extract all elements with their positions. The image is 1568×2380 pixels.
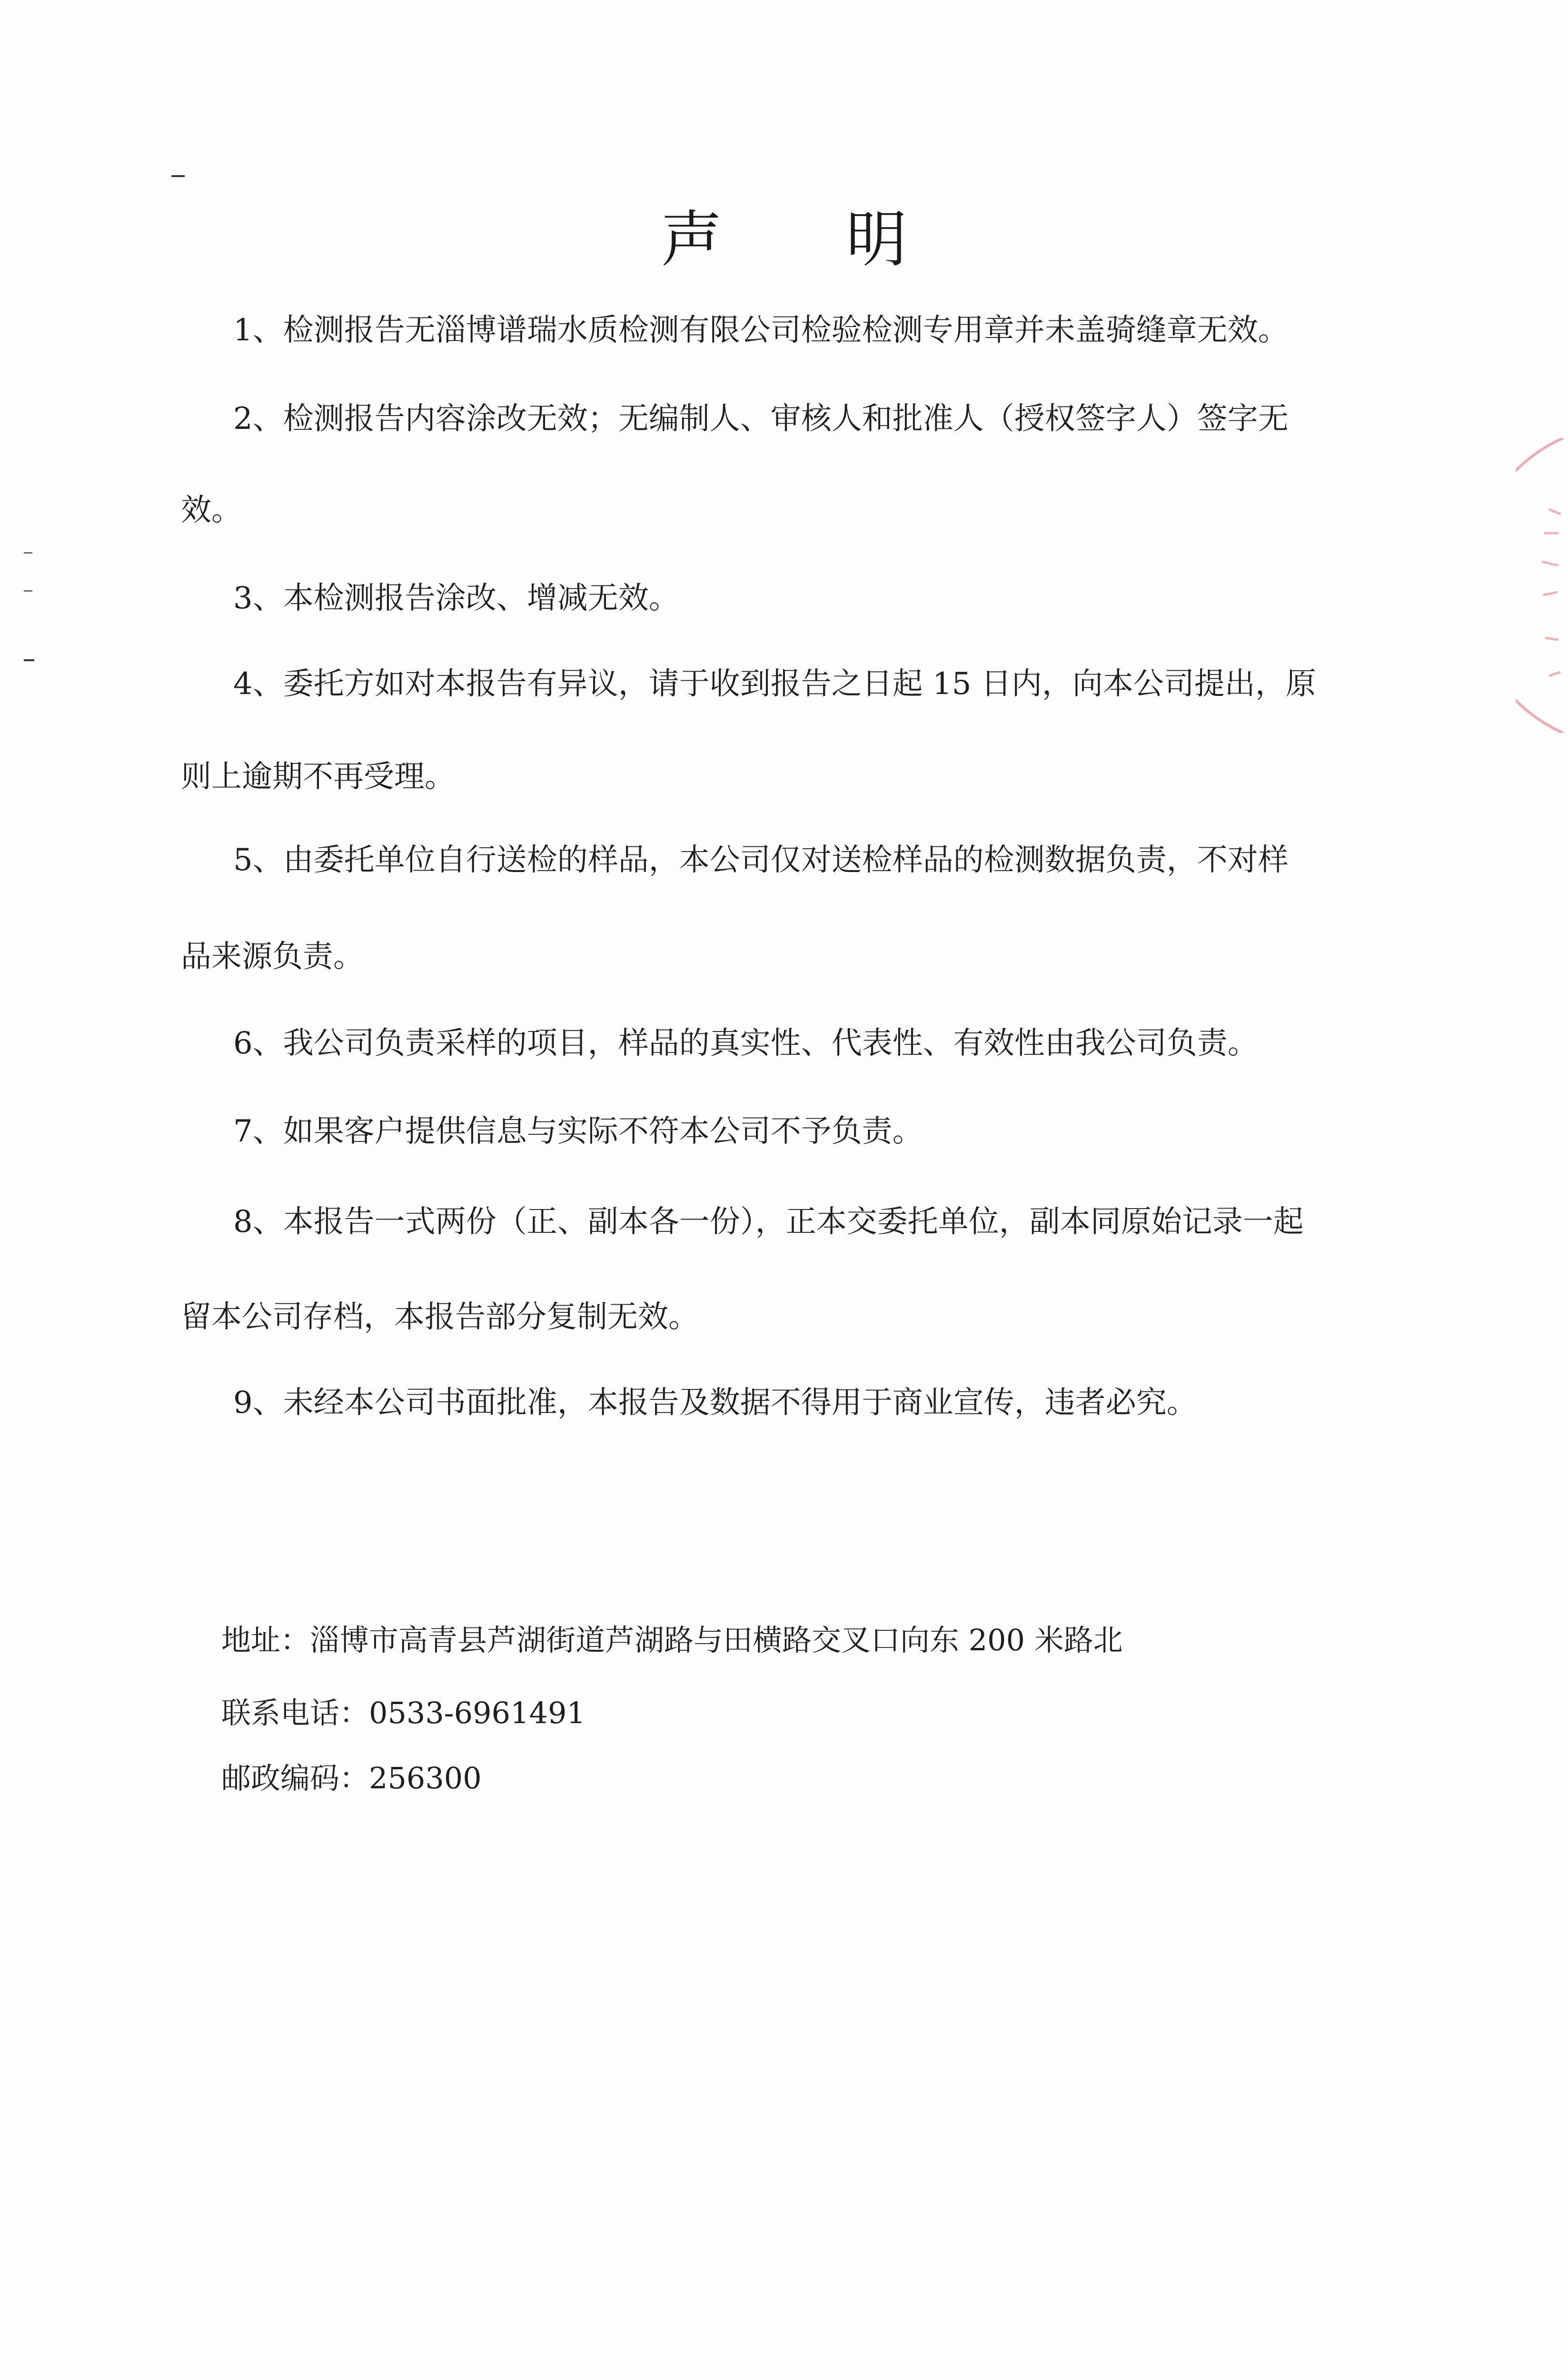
contact-phone: 联系电话：0533-6961491 <box>221 1696 586 1730</box>
statement-line: 4、委托方如对本报告有异议，请于收到报告之日起 15 日内，向本公司提出，原 <box>233 666 1316 702</box>
statement-item-1 <box>181 315 1438 346</box>
statement-item-4 <box>181 666 1438 702</box>
contact-address: 地址：淄博市高青县芦湖街道芦湖路与田横路交叉口向东 200 米路北 <box>221 1623 1123 1657</box>
scan-mark-left-2 <box>24 590 32 592</box>
statement-item-3 <box>181 583 1438 614</box>
statement-item-4-continuation: 则上逾期不再受理。 <box>181 759 455 794</box>
statement-item-8-continuation: 留本公司存档，本报告部分复制无效。 <box>181 1299 699 1335</box>
statement-line: 7、如果客户提供信息与实际不符本公司不予负责。 <box>233 1114 923 1149</box>
statement-item-8 <box>181 1204 1438 1240</box>
statement-line: 9、未经本公司书面批准，本报告及数据不得用于商业宣传，违者必究。 <box>233 1385 1197 1420</box>
scan-mark-left-3 <box>24 659 34 661</box>
statement-item-7 <box>181 1116 1438 1147</box>
statement-line: 6、我公司负责采样的项目，样品的真实性、代表性、有效性由我公司负责。 <box>233 1026 1258 1061</box>
contact-postcode: 邮政编码：256300 <box>221 1761 482 1795</box>
seal-stamp-edge <box>1516 438 1568 733</box>
statement-line: 2、检测报告内容涂改无效；无编制人、审核人和批准人（授权签字人）签字无 <box>233 401 1289 436</box>
document-title: 声 明 <box>661 204 960 275</box>
statement-line: 5、由委托单位自行送检的样品，本公司仅对送检样品的检测数据负责，不对样 <box>233 843 1289 878</box>
statement-line: 3、本检测报告涂改、增减无效。 <box>233 581 679 616</box>
statement-line: 1、检测报告无淄博谱瑞水质检测有限公司检验检测专用章并未盖骑缝章无效。 <box>233 313 1289 348</box>
scan-mark-left-1 <box>24 552 32 554</box>
statement-item-5-continuation: 品来源负责。 <box>181 939 364 974</box>
statement-item-2-continuation: 效。 <box>181 493 242 528</box>
statement-item-5 <box>181 843 1438 878</box>
statement-line: 8、本报告一式两份（正、副本各一份），正本交委托单位，副本同原始记录一起 <box>233 1204 1304 1240</box>
statement-item-9 <box>181 1385 1438 1420</box>
statement-item-6 <box>181 1028 1438 1059</box>
scan-mark-top <box>171 175 185 177</box>
statement-item-2 <box>181 401 1438 436</box>
